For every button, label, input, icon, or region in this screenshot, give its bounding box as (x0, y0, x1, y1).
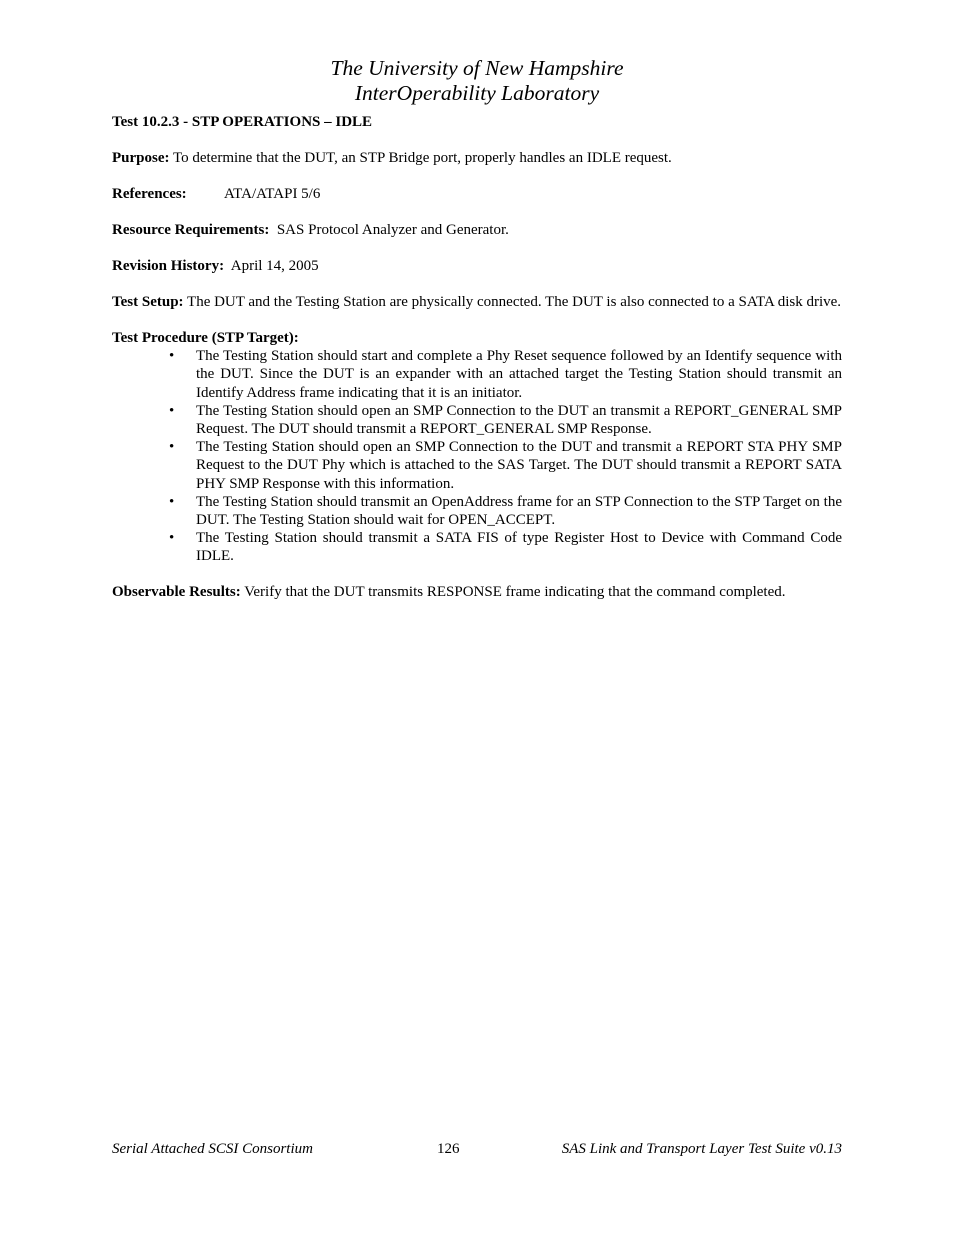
test-section (112, 113, 842, 602)
setup-text: The DUT and the Testing Station are physically connected. The DUT is also connected to a SATA disk drive. (183, 294, 842, 310)
procedure-step (112, 529, 842, 565)
revision-label: Revision History: (112, 258, 225, 274)
references-text: ATA/ATAPI 5/6 (224, 186, 321, 202)
setup-label: Test Setup: (112, 294, 184, 310)
procedure-list (112, 347, 842, 565)
procedure-step-text: The Testing Station should transmit a SATA FIS of type Register Host to Device with Command Code IDLE. (196, 530, 842, 565)
page-number: 126 (437, 1141, 460, 1157)
page-footer (112, 1140, 842, 1160)
header-laboratory: InterOperability Laboratory (354, 81, 600, 105)
purpose-label: Purpose: (112, 150, 170, 166)
procedure-step-text: The Testing Station should open an SMP Connection to the DUT an transmit a REPORT_GENERAL SMP Request. The DUT should transmit a REPORT_GENERAL SMP Response. (196, 402, 842, 438)
footer-suite-title: SAS Link and Transport Layer Test Suite v0.13 (561, 1141, 842, 1157)
resources-label: Resource Requirements: (112, 222, 270, 238)
header-institution: The University of New Hampshire (330, 56, 624, 80)
procedure-step (112, 438, 842, 493)
bullet-icon: • (169, 402, 175, 419)
resources-paragraph (112, 221, 842, 239)
test-title: Test 10.2.3 - STP OPERATIONS – IDLE (112, 114, 373, 130)
procedure-step (112, 402, 842, 438)
purpose-paragraph (112, 149, 842, 167)
revision-paragraph (112, 257, 842, 275)
procedure-title: Test Procedure (STP Target): (112, 330, 299, 346)
references-label: References: (112, 186, 187, 202)
footer-consortium: Serial Attached SCSI Consortium (112, 1141, 313, 1157)
procedure-step-text: The Testing Station should transmit an OpenAddress frame for an STP Connection to the STP Target on the DUT. The Testing Station should wait for OPEN_ACCEPT. (196, 493, 842, 529)
revision-text: April 14, 2005 (224, 258, 319, 274)
results-paragraph (112, 583, 842, 601)
bullet-icon: • (169, 439, 175, 456)
bullet-icon: • (169, 493, 175, 510)
setup-paragraph (112, 293, 842, 311)
procedure-step-text: The Testing Station should open an SMP Connection to the DUT and transmit a REPORT STA PHY SMP Request to the DUT Phy which is attached to the SAS Target. The DUT should transmit a REPORT SATA PHY SMP Response with this information. (196, 439, 842, 492)
page-header (0, 56, 954, 106)
results-text: Verify that the DUT transmits RESPONSE frame indicating that the command completed. (240, 584, 786, 601)
resources-text: SAS Protocol Analyzer and Generator. (269, 222, 509, 238)
bullet-icon: • (169, 530, 175, 547)
procedure-step-text: The Testing Station should start and complete a Phy Reset sequence followed by an Identify sequence with the DUT. Since the DUT is an expander with an attached target the Testing Station should transmit an Identify Address frame indicating that it is an initiator. (196, 348, 842, 401)
bullet-icon: • (169, 348, 175, 365)
purpose-text: To determine that the DUT, an STP Bridge port, properly handles an IDLE request. (169, 150, 672, 166)
procedure-step (112, 347, 842, 402)
results-label: Observable Results: (112, 584, 241, 601)
procedure-step (112, 493, 842, 529)
references-paragraph (112, 185, 842, 203)
